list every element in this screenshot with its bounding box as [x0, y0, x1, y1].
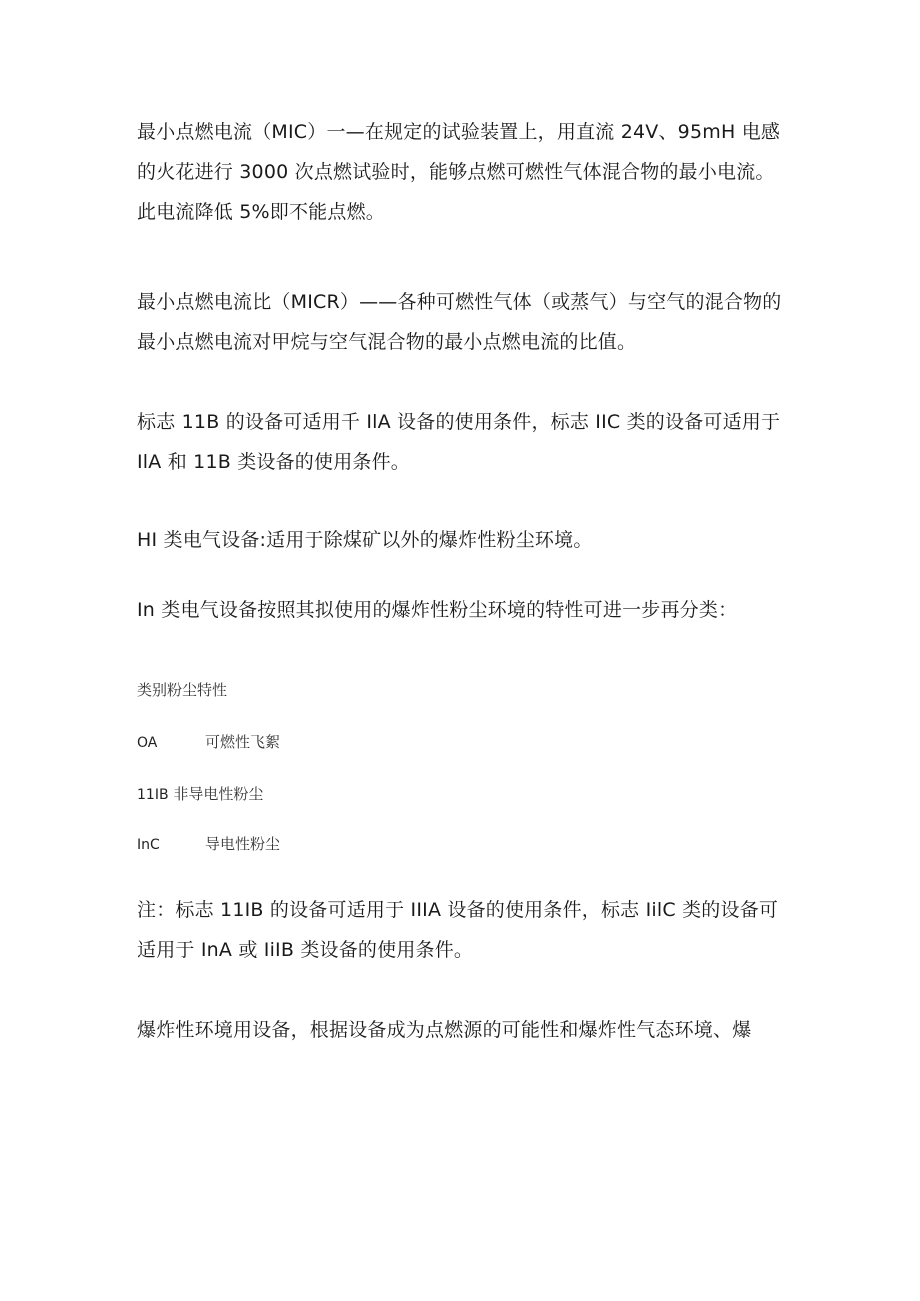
- paragraph-micr-definition: 最小点燃电流比（MICR）——各种可燃性气体（或蒸气）与空气的混合物的最小点燃电流对甲烷与空气混合物的最小点燃电流的比值。: [137, 291, 782, 353]
- dust-category-code: InC: [137, 837, 160, 853]
- paragraph-explosive-environment-equipment: 爆炸性环境用设备，根据设备成为点燃源的可能性和爆炸性气态环境、爆: [137, 1019, 752, 1041]
- paragraph-mic-definition: 最小点燃电流（MIC）一—在规定的试验装置上，用直流 24V、95mH 电感的火花进行 3000 次点燃试验时，能够点燃可燃性气体混合物的最小电流。此电流降低 5%即不能点燃。: [137, 121, 781, 223]
- dust-category-code: 11IB: [137, 787, 169, 803]
- dust-table-row: [137, 732, 280, 753]
- paragraph-class-iii-subdivision: In 类电气设备按照其拟使用的爆炸性粉尘环境的特性可进一步再分类：: [137, 599, 738, 621]
- dust-category-code: OA: [137, 735, 158, 751]
- dust-table-row: [137, 784, 263, 805]
- dust-category-description: 导电性粉尘: [205, 835, 281, 853]
- dust-category-description: 非导电性粉尘: [173, 785, 264, 803]
- paragraph-class-iii-equipment: HI 类电气设备:适用于除煤矿以外的爆炸性粉尘环境。: [137, 529, 593, 551]
- paragraph-iib-iic-applicability: 标志 11B 的设备可适用千 IlA 设备的使用条件，标志 IIC 类的设备可适用于 IlA 和 11B 类设备的使用条件。: [137, 411, 781, 473]
- dust-category-description: 可燃性飞絮: [205, 733, 281, 751]
- paragraph-note-iiib-iiic: 注：标志 11IB 的设备可适用于 IIIA 设备的使用条件，标志 IilC 类的设备可适用于 InA 或 IiIB 类设备的使用条件。: [137, 899, 779, 961]
- dust-table-row: [137, 834, 280, 855]
- dust-table-header: 类别粉尘特性: [137, 681, 228, 699]
